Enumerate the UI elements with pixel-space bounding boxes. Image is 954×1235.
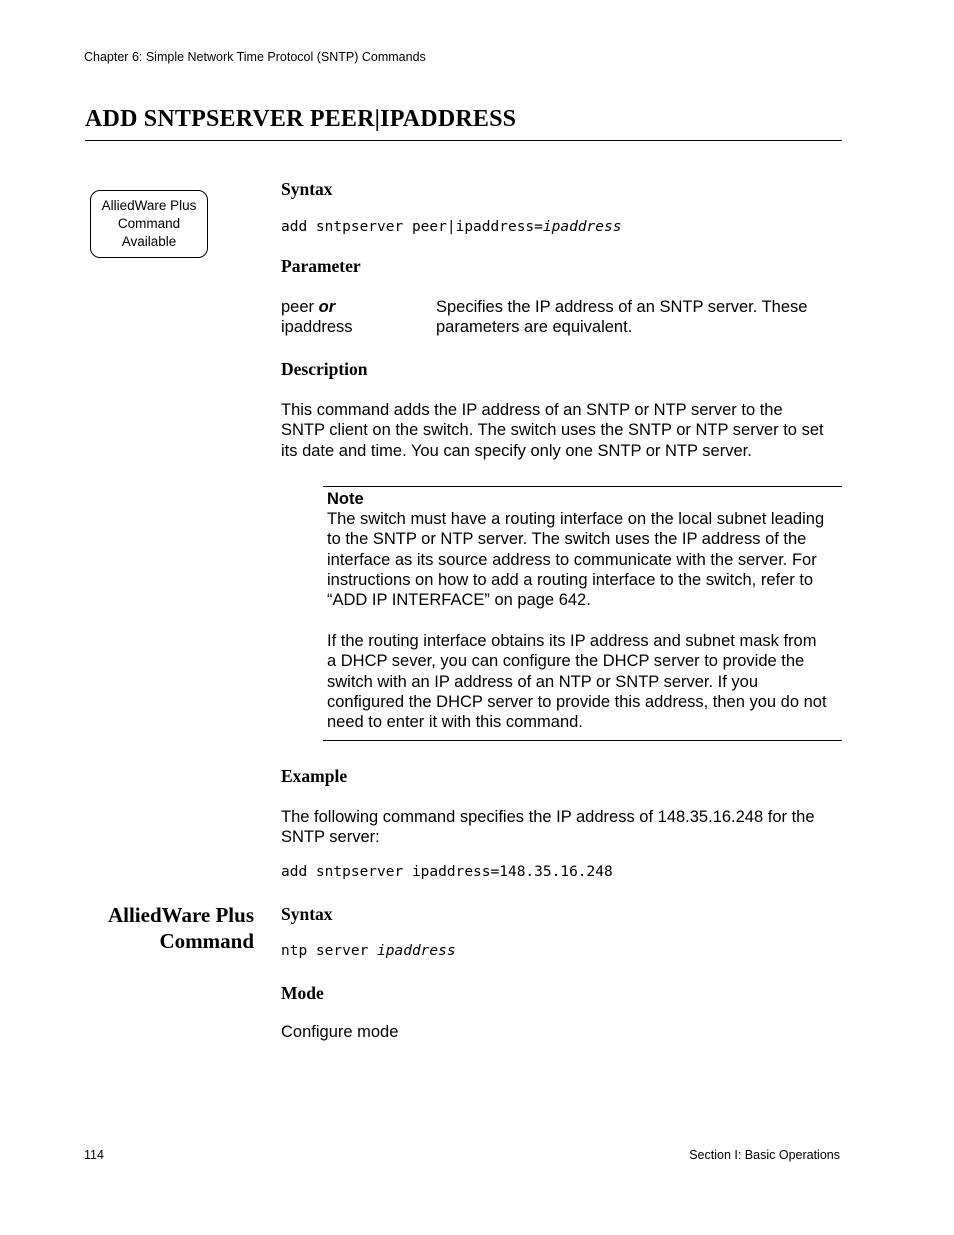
note-heading: Note [327, 490, 364, 508]
awplus-syntax-heading: Syntax [281, 904, 333, 924]
awplus-side-heading-line-1: AlliedWare Plus [107, 903, 254, 927]
example-text [281, 807, 815, 848]
running-header: Chapter 6: Simple Network Time Protocol (SNTP) Commands [84, 50, 426, 64]
parameter-name [281, 297, 353, 338]
note-line: The switch must have a routing interface on the local subnet leading [327, 510, 825, 528]
note-paragraph-1 [327, 509, 824, 610]
example-line: SNTP server: [281, 828, 380, 847]
awplus-syntax-command [281, 943, 456, 959]
page-number: 114 [84, 1148, 104, 1162]
footer-section: Section I: Basic Operations [689, 1148, 840, 1162]
syntax-command [281, 219, 621, 235]
description-line: SNTP client on the switch. The switch uses the SNTP or NTP server to set [281, 421, 824, 440]
availability-box [90, 190, 208, 258]
awplus-side-heading-line-2: Command [159, 929, 254, 953]
note-paragraph-2 [327, 631, 827, 732]
parameter-heading: Parameter [281, 256, 361, 276]
note-line: instructions on how to add a routing interface to the switch, refer to [327, 570, 814, 589]
note-line: need to enter it with this command. [327, 713, 583, 732]
note-line: a DHCP sever, you can configure the DHCP server to provide the [327, 652, 805, 671]
availability-line-1: AlliedWare Plus [101, 198, 197, 213]
note-line: to the SNTP or NTP server. The switch uses the IP address of the [327, 530, 807, 549]
parameter-description [436, 297, 807, 338]
parameter-description-line: Specifies the IP address of an SNTP server. These [436, 298, 808, 316]
parameter-description-line: parameters are equivalent. [436, 318, 633, 337]
awplus-command-arg: ipaddress [377, 943, 456, 959]
awplus-side-heading [60, 902, 254, 954]
note-top-rule [323, 486, 842, 487]
description-line: its date and time. You can specify only one SNTP or NTP server. [281, 441, 752, 460]
note-line: switch with an IP address of an NTP or SNTP server. If you [327, 672, 759, 691]
parameter-name-line-1 [281, 297, 353, 317]
syntax-heading: Syntax [281, 179, 333, 199]
description-heading: Description [281, 359, 368, 379]
availability-line-2: Command [117, 216, 181, 231]
note-line: configured the DHCP server to provide this address, then you do not [327, 692, 827, 711]
note-line: If the routing interface obtains its IP address and subnet mask from [327, 632, 817, 650]
example-heading: Example [281, 766, 348, 786]
title-rule [85, 140, 842, 141]
note-line: “ADD IP INTERFACE” on page 642. [327, 591, 591, 610]
example-line: The following command specifies the IP address of 148.35.16.248 for the [281, 808, 815, 826]
parameter-name-or: or [318, 298, 336, 316]
parameter-name-line-2: ipaddress [281, 318, 353, 337]
syntax-command-text: add sntpserver peer|ipaddress= [281, 219, 543, 235]
availability-line-3: Available [121, 234, 177, 249]
parameter-name-peer: peer [281, 298, 319, 316]
mode-text: Configure mode [281, 1023, 399, 1041]
mode-heading: Mode [281, 983, 324, 1003]
description-line: This command adds the IP address of an SNTP or NTP server to the [281, 401, 783, 419]
example-command: add sntpserver ipaddress=148.35.16.248 [281, 864, 613, 880]
awplus-command-text: ntp server [281, 943, 378, 959]
note-bottom-rule [323, 740, 842, 741]
note-line: interface as its source address to communicate with the server. For [327, 550, 817, 569]
description-text [281, 400, 824, 461]
syntax-command-arg: ipaddress [542, 219, 622, 235]
page-title: ADD SNTPSERVER PEER|IPADDRESS [85, 106, 517, 132]
